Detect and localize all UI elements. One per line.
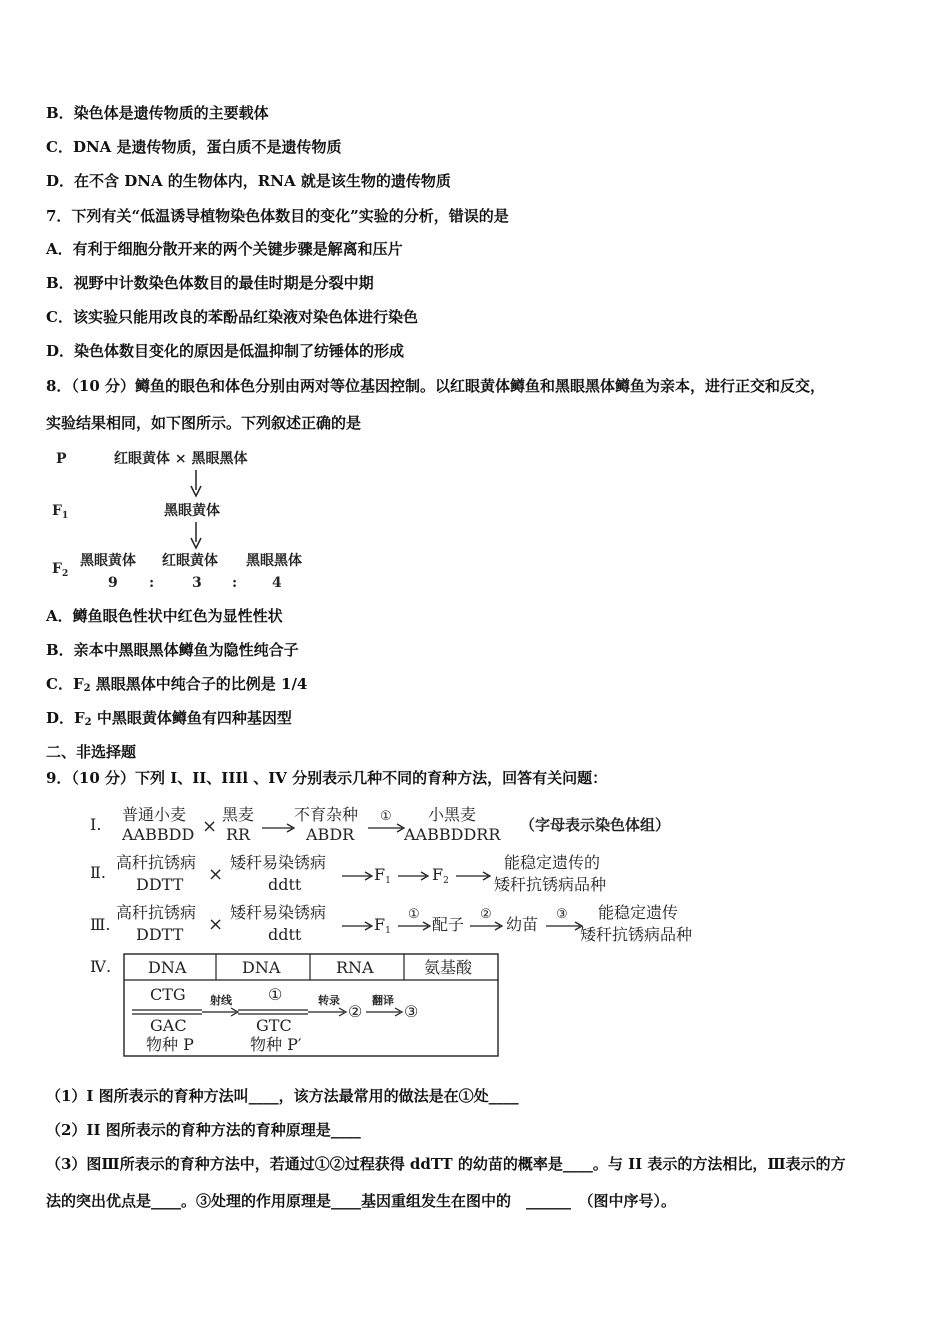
row1-label: Ⅰ. — [90, 815, 102, 834]
row2-tall: 高秆抗锈病 — [116, 853, 197, 872]
row1-hybrid: 不育杂种 — [294, 805, 359, 824]
q6-option-c: C．DNA 是遗传物质，蛋白质不是遗传物质 — [46, 138, 342, 156]
q9-breeding-diagram — [86, 798, 716, 1060]
step-1-marker: ① — [380, 809, 392, 824]
q8-option-d: D．$F_2$ 中黑眼黄体鳟鱼有四种基因型 — [46, 709, 292, 728]
f2-type-b: 红眼黄体 — [162, 553, 218, 569]
row1-note: （字母表示染色体组） — [520, 816, 671, 834]
row3-tall: 高秆抗锈病 — [116, 903, 197, 922]
cross-symbol: × — [208, 914, 224, 935]
p-label: P — [56, 451, 67, 467]
q6-option-b: B．染色体是遗传物质的主要载体 — [46, 104, 269, 122]
section-title: 二、非选择题 — [46, 743, 137, 761]
row1-hybrid-genome: ABDR — [306, 825, 355, 844]
q9-stem: 9．（10 分）下列 I、II、IIIl 、IV 分别表示几种不同的育种方法，回答有关问题： — [46, 769, 608, 787]
row3-label: Ⅲ. — [90, 915, 111, 934]
header-dna-2: DNA — [242, 958, 281, 977]
q7-option-b: B．视野中计数染色体数目的最佳时期是分裂中期 — [46, 274, 374, 292]
row2-tall-genotype: DDTT — [136, 875, 184, 894]
transcribe-label: 转录 — [318, 994, 340, 1007]
row1-triticale: 小黑麦 — [428, 805, 477, 824]
q9-sub-3-line1: （3）图Ⅲ所表示的育种方法中，若通过①②过程获得 ddTT 的幼苗的概率是____。与 II 表示的方法相比，Ⅲ表示的方 — [46, 1155, 846, 1173]
header-dna-1: DNA — [148, 958, 187, 977]
row1-triticale-genome: AABBDDRR — [404, 825, 501, 844]
ratio-colon-1: : — [149, 575, 155, 591]
q9-sub-1: （1）I 图所表示的育种方法叫____，该方法最常用的做法是在①处____ — [46, 1087, 519, 1105]
q7-stem: 7．下列有关“低温诱导植物染色体数目的变化”实验的分析，错误的是 — [46, 207, 509, 225]
row3-dwarf: 矮秆易染锈病 — [230, 903, 327, 922]
q8-cross-diagram — [46, 442, 316, 600]
f1-text: 黑眼黄体 — [164, 503, 220, 519]
f2-ratio-c: 4 — [272, 575, 282, 591]
species-p-prime: 物种 P′ — [250, 1035, 302, 1054]
row3-seedling: 幼苗 — [506, 915, 539, 934]
f2-type-c: 黑眼黑体 — [246, 553, 302, 569]
step-2-marker: ② — [480, 907, 492, 922]
row3-result-2: 矮秆抗锈病品种 — [580, 925, 693, 944]
row2-f2: F2 — [432, 865, 449, 886]
row1-wheat-genome: AABBDD — [122, 825, 195, 844]
q7-option-c: C．该实验只能用改良的苯酚品红染液对染色体进行染色 — [46, 308, 418, 326]
row1-rye-genome: RR — [226, 825, 251, 844]
f2-ratio-a: 9 — [108, 575, 118, 591]
p-cross: 红眼黄体 × 黑眼黑体 — [114, 451, 248, 467]
q9-sub-3-line2: 法的突出优点是____。③处理的作用原理是____基因重组发生在图中的 ______ （图中序号）。 — [46, 1192, 677, 1210]
mutation-step-1: ① — [268, 985, 283, 1004]
row2-dwarf: 矮秆易染锈病 — [230, 853, 327, 872]
q7-option-d: D．染色体数目变化的原因是低温抑制了纺锤体的形成 — [46, 342, 405, 360]
species-p: 物种 P — [146, 1035, 194, 1054]
f2-type-a: 黑眼黄体 — [80, 553, 136, 569]
q9-sub-2: （2）II 图所表示的育种方法的育种原理是____ — [46, 1121, 361, 1139]
step-3-marker: ③ — [556, 907, 568, 922]
rna-step-2: ② — [348, 1002, 363, 1021]
step-1-marker: ① — [408, 907, 420, 922]
row1-rye: 黑麦 — [222, 805, 255, 824]
f2-label: $F_2$ — [52, 561, 69, 579]
q8-option-c: C．$F_2$ 黑眼黑体中纯合子的比例是 1/4 — [46, 675, 308, 694]
q8-stem-line2: 实验结果相同，如下图所示。下列叙述正确的是 — [46, 414, 362, 432]
row2-f1: F1 — [374, 865, 391, 886]
protein-step-3: ③ — [404, 1002, 419, 1021]
cross-symbol: × — [202, 816, 218, 837]
q8-option-a: A．鳟鱼眼色性状中红色为显性性状 — [46, 607, 283, 625]
q6-option-d: D．在不含 DNA 的生物体内，RNA 就是该生物的遗传物质 — [46, 172, 451, 190]
q8-stem-line1: 8．（10 分）鳟鱼的眼色和体色分别由两对等位基因控制。以红眼黄体鳟鱼和黑眼黑体鳟鱼为亲本，进行正交和反交， — [46, 377, 826, 395]
header-amino-acid: 氨基酸 — [424, 958, 473, 977]
row1-wheat: 普通小麦 — [122, 805, 187, 824]
q7-option-a: A．有利于细胞分散开来的两个关键步骤是解离和压片 — [46, 240, 403, 258]
cross-symbol: × — [208, 864, 224, 885]
row4-label: Ⅳ. — [90, 957, 112, 976]
row2-result-1: 能稳定遗传的 — [504, 853, 601, 872]
strand-gtc: GTC — [256, 1016, 292, 1035]
strand-gac: GAC — [150, 1016, 187, 1035]
row3-f1: F1 — [374, 915, 391, 936]
row3-gamete: 配子 — [432, 915, 465, 934]
translate-label: 翻译 — [372, 994, 394, 1007]
f2-ratio-b: 3 — [192, 575, 202, 591]
header-rna: RNA — [336, 958, 374, 977]
row2-result-2: 矮秆抗锈病品种 — [494, 875, 607, 894]
q8-option-b: B．亲本中黑眼黑体鳟鱼为隐性纯合子 — [46, 641, 299, 659]
ray-label: 射线 — [210, 994, 232, 1007]
row2-dwarf-genotype: ddtt — [268, 875, 302, 894]
row3-result-1: 能稳定遗传 — [598, 903, 679, 922]
row3-tall-genotype: DDTT — [136, 925, 184, 944]
f1-label: $F_1$ — [52, 503, 69, 521]
row2-label: Ⅱ. — [90, 863, 106, 882]
strand-ctg: CTG — [150, 985, 186, 1004]
row3-dwarf-genotype: ddtt — [268, 925, 302, 944]
ratio-colon-2: : — [232, 575, 238, 591]
